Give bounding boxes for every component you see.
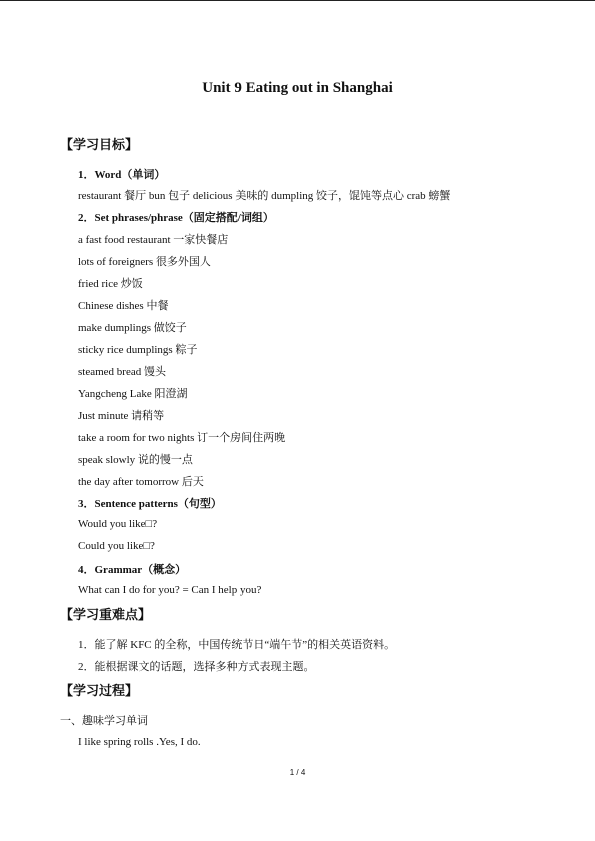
phrases-heading: 2．Set phrases/phrase（固定搭配/词组） xyxy=(78,212,274,224)
key-point-item: 2．能根据课文的话题，选择多种方式表现主题。 xyxy=(78,661,315,673)
section-objectives: 【学习目标】 xyxy=(60,137,139,152)
phrase-item: Just minute 请稍等 xyxy=(78,410,165,422)
phrase-item: a fast food restaurant 一家快餐店 xyxy=(78,234,229,246)
phrase-item: fried rice 炒饭 xyxy=(78,278,143,290)
phrase-item: lots of foreigners 很多外国人 xyxy=(78,256,211,268)
sentences-heading: 3．Sentence patterns（句型） xyxy=(78,498,222,510)
phrase-item: take a room for two nights 订一个房间住两晚 xyxy=(78,432,286,444)
grammar-heading: 4．Grammar（概念） xyxy=(78,564,187,576)
phrase-item: Chinese dishes 中餐 xyxy=(78,300,169,312)
section-key-points: 【学习重难点】 xyxy=(60,607,152,622)
phrase-item: Yangcheng Lake 阳澄湖 xyxy=(78,388,188,400)
key-point-item: 1．能了解 KFC 的全称，中国传统节日“端午节”的相关英语资料。 xyxy=(78,639,396,651)
section-process: 【学习过程】 xyxy=(60,683,139,698)
page-title: Unit 9 Eating out in Shanghai xyxy=(202,80,393,96)
phrase-item: make dumplings 做饺子 xyxy=(78,322,187,334)
word-line: restaurant 餐厅 bun 包子 delicious 美味的 dumpling 饺子，馄饨等点心 crab 螃蟹 xyxy=(78,190,451,202)
sentence-item: Could you like□? xyxy=(78,540,155,552)
phrase-item: the day after tomorrow 后天 xyxy=(78,476,204,488)
page-number: 1 / 4 xyxy=(289,768,306,777)
process-line: I like spring rolls .Yes, I do. xyxy=(78,736,201,748)
phrase-item: sticky rice dumplings 粽子 xyxy=(78,344,198,356)
word-heading: 1．Word（单词） xyxy=(78,169,166,181)
phrase-item: speak slowly 说的慢一点 xyxy=(78,454,193,466)
grammar-line: What can I do for you? = Can I help you? xyxy=(78,584,262,596)
process-step: 一、趣味学习单词 xyxy=(60,715,148,727)
top-rule xyxy=(0,0,595,1)
phrase-item: steamed bread 馒头 xyxy=(78,366,166,378)
sentence-item: Would you like□? xyxy=(78,518,158,530)
